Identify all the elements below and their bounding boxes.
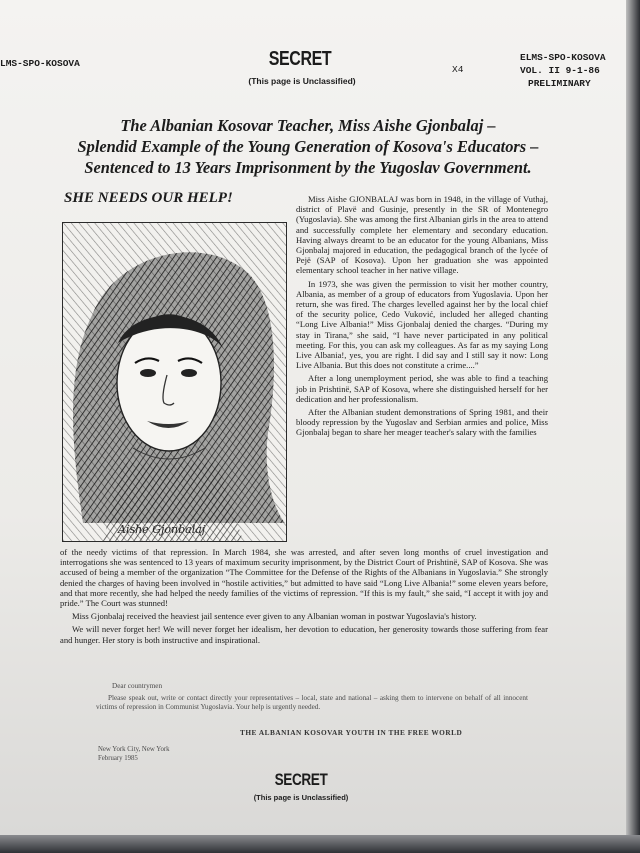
title-line-2: Splendid Example of the Young Generation of Kosova's Educators –	[77, 137, 539, 156]
header-left-code: LMS-SPO-KOSOVA	[0, 58, 80, 69]
paragraph-unemployment: After a long unemployment period, she was able to find a teaching job in Prishtinë, SAP of Kosova, where she distinguished herself for her dedication and her professionalism.	[296, 373, 548, 404]
header-unclassified-note: (This page is Unclassified)	[248, 76, 356, 86]
header-right-code: ELMS-SPO-KOSOVA	[520, 52, 606, 63]
header-right-volume: VOL. II 9-1-86	[520, 65, 600, 76]
full-width-text	[60, 547, 548, 645]
portrait-signature: Aishe Gjonbalaj	[118, 523, 206, 536]
header-page-number: X4	[452, 64, 464, 75]
paragraph-never-forget: We will never forget her! We will never forget her idealism, her devotion to education, her generosity towards those suffering from fear and hunger. Her story is both instructive and inspirational.	[60, 624, 548, 645]
title-line-1: The Albanian Kosovar Teacher, Miss Aishe Gjonbalaj –	[120, 116, 496, 135]
date: February 1985	[98, 755, 138, 762]
paragraph-1973: In 1973, she was given the permission to visit her mother country, Albania, as member of a group of educators from Yugoslavia. Upon her return, she was fired. The charges levelled against her by the local chief of the security police, Cedo Vuković, included her alleged chanting “Long Live Albania!” Miss Gjonbalaj denied the charges. “During my stay in Tirana,” she said, “I have never participated in any political meeting. For this, you can ask my colleagues. As far as my saying Long Live Albania!, yes, you are right. I did say and I still say it now: Long Live Albania. But this does not constitute a crime....”	[296, 278, 548, 371]
appeal-text: Please speak out, write or contact directly your representatives – local, state and national – asking them to intervene on behalf of all innocent victims of repression in Communist Yugoslavia. Your help is urgently needed.	[96, 694, 528, 711]
header-secret-stamp: SECRET	[268, 48, 332, 70]
portrait-sketch	[62, 222, 287, 542]
paragraph-arrest: of the needy victims of that repression. In March 1984, she was arrested, and after seven long months of cruel investigation and interrogations she was sentenced to 13 years of maximum security imprisonment, by the District Court of Prishtinë, SAP of Kosova. She was accused of being a member of the organization “The Committee for the Defense of the Rights of the Albanians in Yugoslavia.” She strongly denied the charges of having been involved in “hostile activities,” but admitted to have said “Long Live Albania!” some eleven years before, and that more recently, she had helped the needy families of the victims of repression. “If this is my fault,” she said, “I accept it with joy and pride.” The Court was stunned!	[60, 547, 548, 609]
paragraph-sentence: Miss Gjonbalaj received the heaviest jail sentence ever given to any Albanian woman in postwar Yugoslavia's history.	[72, 611, 477, 622]
place: New York City, New York	[98, 746, 170, 753]
paragraph-1981: After the Albanian student demonstrations of Spring 1981, and their bloody repression by the Yugoslav and Serbian armies and police, Miss Gjonbalaj began to share her meager teacher's salary with the families	[296, 407, 548, 438]
help-heading: SHE NEEDS OUR HELP!	[64, 190, 233, 206]
footer-unclassified-note: (This page is Unclassified)	[253, 793, 349, 802]
paragraph-birth: Miss Aishe GJONBALAJ was born in 1948, in the village of Vuthaj, district of Plavë and Gusinje, presently in the SR of Montenegro (Yugoslavia). She was among the first Albanian girls in the area to attend and successfully complete her elementary and secondary education. Having always dreamt to be an educator for the young Albanians, Miss Gjonbalaj majored in education, the pedagogical branch of the lycée of Pejë (SAP of Kosova). Upon her graduation she was appointed elementary school teacher in her native village.	[296, 194, 548, 276]
portrait-drawing-icon	[63, 223, 286, 541]
monitor-bottom-bezel	[0, 835, 640, 853]
appeal-salutation: Dear countrymen	[112, 682, 163, 690]
column-text	[296, 194, 548, 438]
header-right-status: PRELIMINARY	[528, 78, 591, 89]
title-line-3: Sentenced to 13 Years Imprisonment by the Yugoslav Government.	[84, 158, 532, 177]
document-title	[16, 115, 600, 178]
appeal-signature: THE ALBANIAN KOSOVAR YOUTH IN THE FREE WORLD	[240, 728, 463, 737]
footer-secret-stamp: SECRET	[274, 770, 328, 789]
monitor-bezel	[626, 0, 640, 853]
